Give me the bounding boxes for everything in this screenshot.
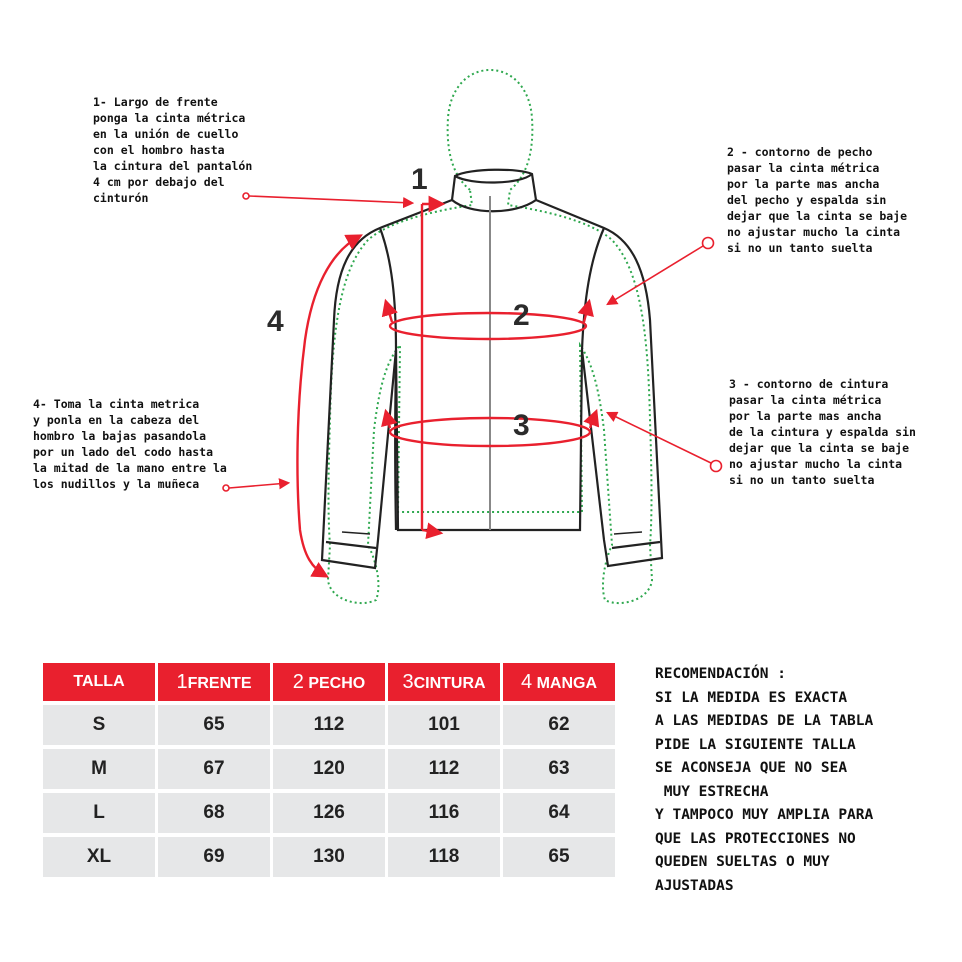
cell-frente: 65	[158, 705, 270, 745]
header-label: TALLA	[73, 673, 125, 690]
cell-cintura: 101	[388, 705, 500, 745]
header-number: 4	[520, 670, 533, 693]
note-sleeve: 4- Toma la cinta metrica y ponla en la cabeza del hombro la bajas pasandola por un lado del codo hasta la mitad de la mano entre la los nudillos y la muñeca	[33, 397, 227, 491]
recommendation-line: MUY ESTRECHA	[655, 783, 769, 800]
header-label: FRENTE	[187, 674, 252, 692]
note-waist: 3 - contorno de cintura pasar la cinta métrica por la parte mas ancha de la cintura y espalda sin dejar que la cinta se baje no ajustar mucho la cinta si no un tanto suelta	[729, 377, 916, 487]
table-row	[43, 749, 615, 789]
cell-frente: 68	[158, 793, 270, 833]
cell-pecho: 130	[273, 837, 385, 877]
recommendation-line: SE ACONSEJA QUE NO SEA	[655, 760, 848, 776]
header-number: 2	[292, 670, 304, 693]
marker-3: 3	[513, 409, 530, 442]
cell-size: S	[43, 705, 155, 745]
header-talla	[43, 663, 155, 701]
table-row	[43, 793, 615, 833]
recommendation-line: AJUSTADAS	[655, 877, 734, 894]
recommendation-line: A LAS MEDIDAS DE LA TABLA	[655, 713, 874, 729]
header-manga	[503, 663, 615, 701]
cell-cintura: 112	[388, 749, 500, 789]
measure-2-arrow-left	[386, 302, 392, 322]
measure-2-chest-loop	[390, 313, 586, 339]
size-table-header	[43, 663, 615, 701]
header-cintura	[388, 663, 500, 701]
header-frente	[158, 663, 270, 701]
marker-1: 1	[411, 163, 428, 196]
cell-pecho: 126	[273, 793, 385, 833]
jacket-outline	[322, 170, 662, 568]
recommendation-title: RECOMENDACIÓN :	[655, 666, 786, 682]
cell-manga: 62	[503, 705, 615, 745]
marker-4: 4	[267, 305, 284, 338]
cell-size: L	[43, 793, 155, 833]
table-row	[43, 837, 615, 877]
table-row	[43, 705, 615, 745]
cell-cintura: 116	[388, 793, 500, 833]
header-label: PECHO	[308, 674, 366, 692]
header-number: 3	[402, 670, 414, 693]
recommendation-line: Y TAMPOCO MUY AMPLIA PARA	[655, 807, 874, 823]
size-table	[40, 659, 618, 881]
header-label: MANGA	[536, 674, 597, 692]
recommendation-line: QUE LAS PROTECCIONES NO	[655, 830, 856, 847]
cell-pecho: 112	[273, 705, 385, 745]
note-chest: 2 - contorno de pecho pasar la cinta métrica por la parte mas ancha del pecho y espalda sin dejar que la cinta se baje no ajustar mucho la cinta si no un tanto suelta	[727, 145, 908, 255]
cell-manga: 65	[503, 837, 615, 877]
header-number: 1	[176, 670, 188, 693]
measure-1-front-length	[422, 204, 442, 533]
note-front-length: 1- Largo de frente ponga la cinta métrica en la unión de cuello con el hombro hasta la cintura del pantalón 4 cm por debajo del cinturón	[93, 95, 253, 205]
cell-cintura: 118	[388, 837, 500, 877]
cell-frente: 67	[158, 749, 270, 789]
cell-pecho: 120	[273, 749, 385, 789]
header-label: CINTURA	[413, 674, 486, 692]
cell-size: XL	[43, 837, 155, 877]
cell-manga: 63	[503, 749, 615, 789]
recommendation-text	[655, 663, 955, 898]
cell-size: M	[43, 749, 155, 789]
recommendation-line: SI LA MEDIDA ES EXACTA	[655, 689, 848, 706]
header-pecho	[273, 663, 385, 701]
cell-frente: 69	[158, 837, 270, 877]
marker-2: 2	[513, 299, 530, 332]
cell-manga: 64	[503, 793, 615, 833]
recommendation-line: PIDE LA SIGUIENTE TALLA	[655, 736, 856, 753]
recommendation-line: QUEDEN SUELTAS O MUY	[655, 854, 830, 870]
